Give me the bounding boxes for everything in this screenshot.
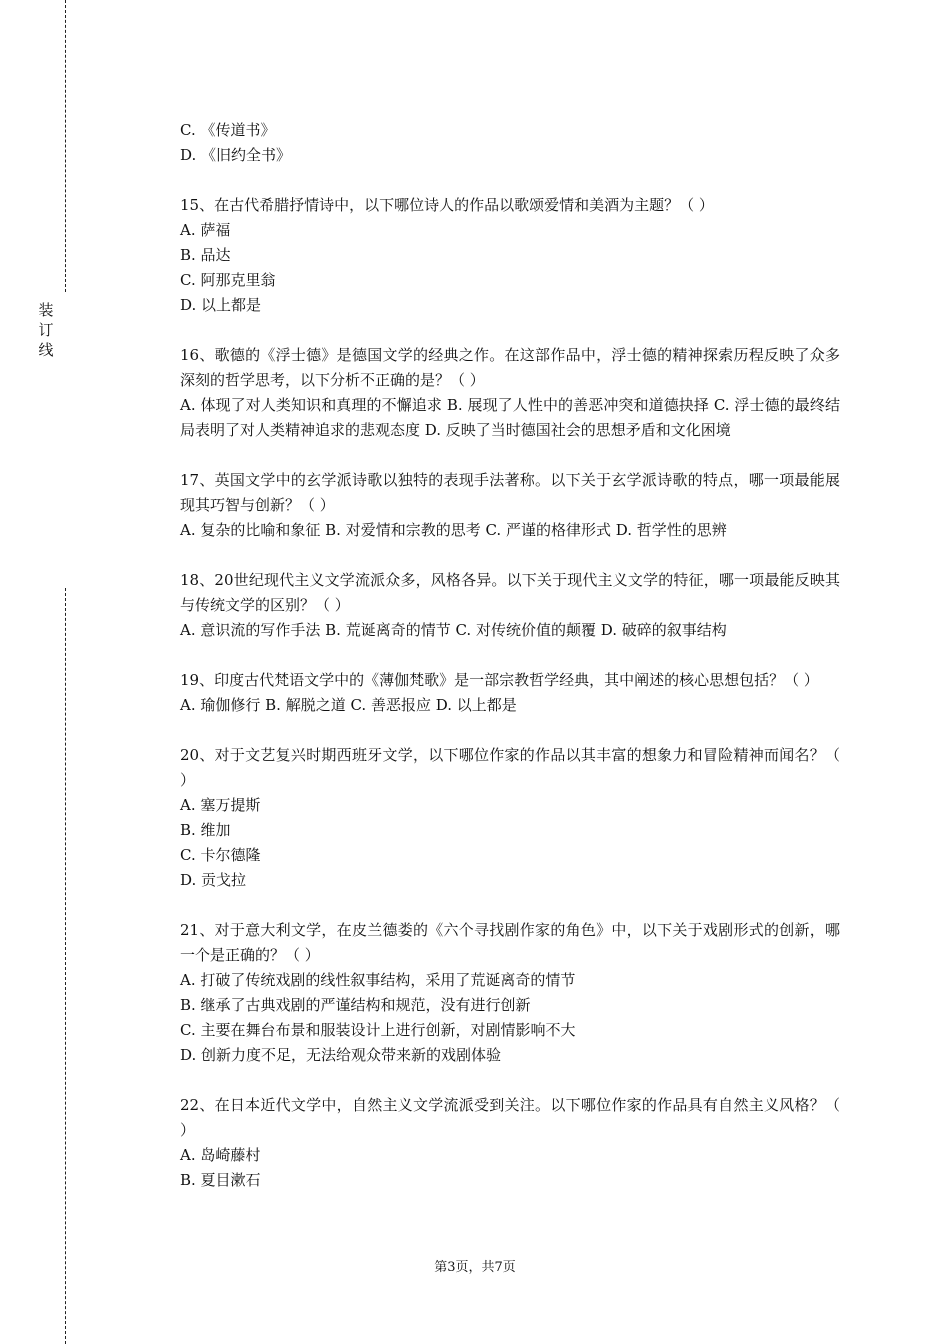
binding-label-char: 线 (38, 341, 54, 359)
option-line: B. 维加 (180, 821, 231, 839)
option-line: A. 岛崎藤村 (180, 1146, 261, 1164)
question-stem: 17、英国文学中的玄学派诗歌以独特的表现手法著称。以下关于玄学派诗歌的特点，哪一项最能展现其巧智与创新？（ ） (180, 471, 840, 514)
options-inline: A. 体现了对人类知识和真理的不懈追求 B. 展现了人性中的善恶冲突和道德抉择 C. 浮士德的最终结局表明了对人类精神追求的悲观态度 D. 反映了当时德国社会的思想矛盾和文化困境 (180, 396, 840, 439)
question-stem: 20、对于文艺复兴时期西班牙文学，以下哪位作家的作品以其丰富的想象力和冒险精神而闻名？（ ） (180, 746, 840, 789)
option-line: C. 卡尔德隆 (180, 846, 261, 864)
question-stem: 16、歌德的《浮士德》是德国文学的经典之作。在这部作品中，浮士德的精神探索历程反映了众多深刻的哲学思考，以下分析不正确的是？（ ） (180, 346, 840, 389)
options-inline: A. 意识流的写作手法 B. 荒诞离奇的情节 C. 对传统价值的颠覆 D. 破碎的叙事结构 (180, 621, 727, 639)
option-line: C. 《传道书》 (180, 121, 276, 139)
option-line: B. 继承了古典戏剧的严谨结构和规范，没有进行创新 (180, 996, 531, 1014)
question-21 (180, 918, 840, 1068)
option-line: C. 阿那克里翁 (180, 271, 276, 289)
options-inline: A. 瑜伽修行 B. 解脱之道 C. 善恶报应 D. 以上都是 (180, 696, 517, 714)
question-content (180, 118, 840, 1193)
question-stem: 19、印度古代梵语文学中的《薄伽梵歌》是一部宗教哲学经典，其中阐述的核心思想包括？（ ） (180, 671, 819, 689)
binding-label (36, 300, 56, 360)
question-16 (180, 343, 840, 443)
question-stem: 21、对于意大利文学，在皮兰德娄的《六个寻找剧作家的角色》中，以下关于戏剧形式的创新，哪一个是正确的？（ ） (180, 921, 840, 964)
question-stem: 22、在日本近代文学中，自然主义文学流派受到关注。以下哪位作家的作品具有自然主义风格？（ ） (180, 1096, 840, 1139)
binding-label-char: 装 (38, 301, 54, 319)
option-line: D. 《旧约全书》 (180, 146, 292, 164)
option-line: D. 创新力度不足，无法给观众带来新的戏剧体验 (180, 1046, 502, 1064)
question-stem: 18、20世纪现代主义文学流派众多，风格各异。以下关于现代主义文学的特征，哪一项最能反映其与传统文学的区别？（ ） (180, 571, 840, 614)
option-line: A. 萨福 (180, 221, 231, 239)
question-17 (180, 468, 840, 543)
question-20 (180, 743, 840, 893)
question-15 (180, 193, 840, 318)
options-inline: A. 复杂的比喻和象征 B. 对爱情和宗教的思考 C. 严谨的格律形式 D. 哲学性的思辨 (180, 521, 727, 539)
question-18 (180, 568, 840, 643)
option-line: B. 夏目漱石 (180, 1171, 261, 1189)
page-number: 第3页，共7页 (434, 1260, 516, 1275)
option-line: A. 打破了传统戏剧的线性叙事结构，采用了荒诞离奇的情节 (180, 971, 576, 989)
binding-dashed-line-top (65, 0, 66, 292)
option-line: D. 以上都是 (180, 296, 262, 314)
option-line: A. 塞万提斯 (180, 796, 261, 814)
question-22 (180, 1093, 840, 1193)
binding-label-char: 订 (38, 321, 54, 339)
question-stem: 15、在古代希腊抒情诗中，以下哪位诗人的作品以歌颂爱情和美酒为主题？（ ） (180, 196, 714, 214)
option-line: B. 品达 (180, 246, 231, 264)
option-line: D. 贡戈拉 (180, 871, 247, 889)
option-line: C. 主要在舞台布景和服装设计上进行创新，对剧情影响不大 (180, 1021, 576, 1039)
binding-dashed-line-bottom (65, 588, 66, 1344)
question-19 (180, 668, 840, 718)
